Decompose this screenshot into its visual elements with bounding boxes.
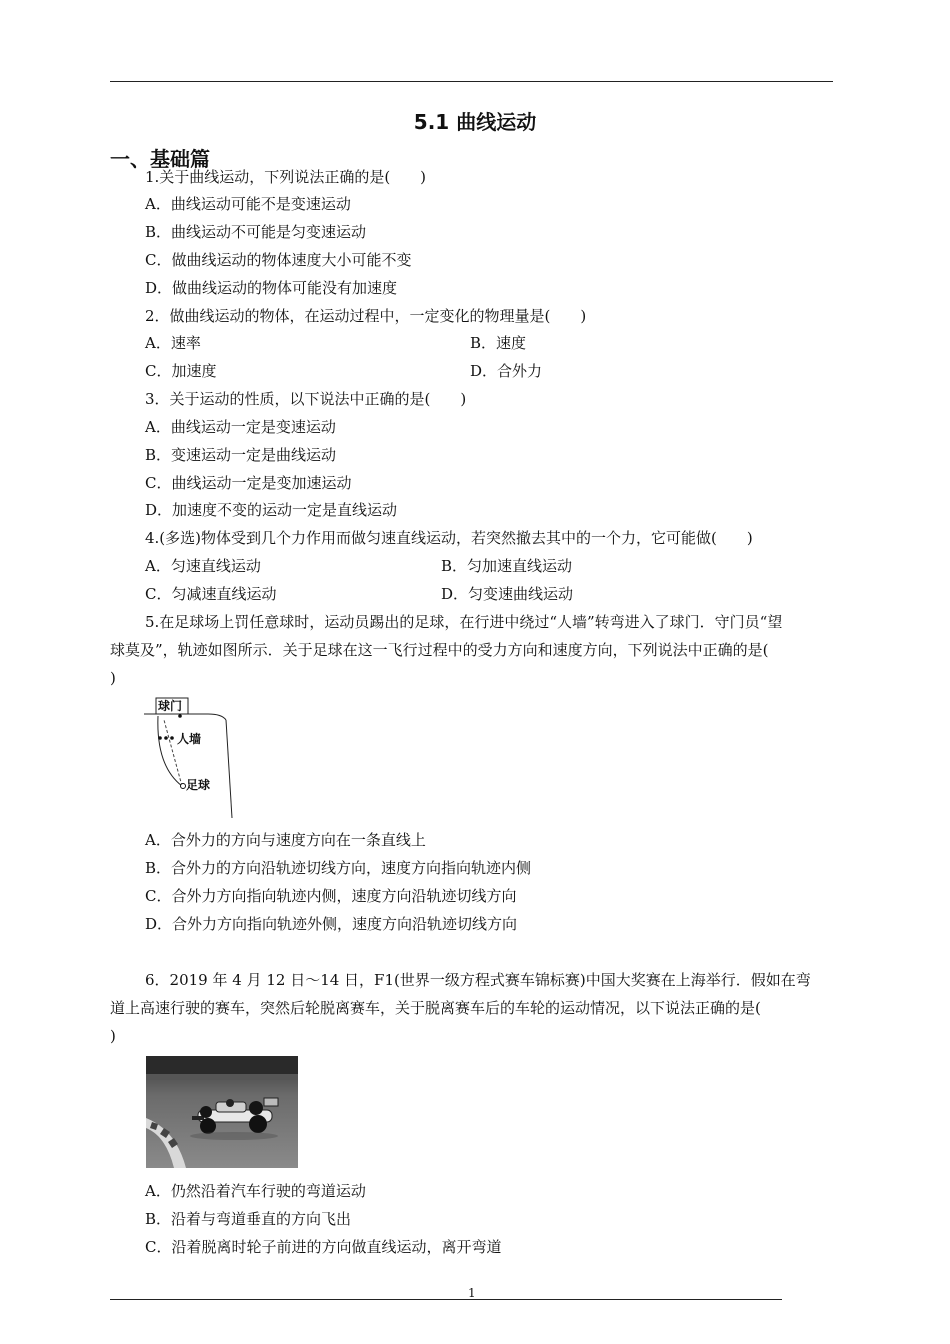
- question-2-stem: 2．做曲线运动的物体，在运动过程中，一定变化的物理量是( ): [145, 307, 587, 325]
- goal-label: 球门: [158, 699, 183, 713]
- question-3-option-a: A．曲线运动一定是变速运动: [145, 418, 336, 436]
- question-3-option-c: C．曲线运动一定是变加速运动: [145, 474, 352, 492]
- wall-player-dot: [158, 736, 162, 740]
- question-6-stem-line-2: 道上高速行驶的赛车，突然后轮脱离赛车，关于脱离赛车后的车轮的运动情况，以下说法正确的是(: [110, 999, 761, 1017]
- question-4-option-b: B．匀加速直线运动: [441, 557, 573, 575]
- question-4-option-d: D．匀变速曲线运动: [441, 585, 574, 603]
- page-number: 1: [468, 1286, 476, 1300]
- ball-label: 足球: [186, 778, 211, 792]
- question-6-stem-line-1: 6．2019 年 4 月 12 日～14 日，F1(世界一级方程式赛车锦标赛)中国大奖赛在上海举行．假如在弯: [145, 971, 811, 989]
- question-1-stem: 1.关于曲线运动，下列说法正确的是( ): [145, 168, 427, 186]
- question-3-option-b: B．变速运动一定是曲线运动: [145, 446, 337, 464]
- question-5-option-b: B．合外力的方向沿轨迹切线方向，速度方向指向轨迹内侧: [145, 859, 532, 877]
- section-heading: 一、基础篇: [110, 147, 210, 171]
- goalkeeper-dot: [178, 714, 182, 718]
- f1-race-car-photo: [146, 1056, 298, 1168]
- question-3-option-d: D．加速度不变的运动一定是直线运动: [145, 501, 398, 519]
- wall-player-dot: [164, 736, 168, 740]
- ball-trajectory: [158, 716, 182, 786]
- question-1-option-c: C．做曲线运动的物体速度大小可能不变: [145, 251, 412, 269]
- question-5-stem-line-2: 球莫及”，轨迹如图所示．关于足球在这一飞行过程中的受力方向和速度方向，下列说法中正确的是(: [110, 641, 769, 659]
- wall-label: 人墙: [177, 732, 202, 746]
- penalty-arc: [208, 714, 226, 720]
- question-6-option-b: B．沿着与弯道垂直的方向飞出: [145, 1210, 352, 1228]
- question-1-option-d: D．做曲线运动的物体可能没有加速度: [145, 279, 398, 297]
- question-4-option-c: C．匀减速直线运动: [145, 585, 277, 603]
- question-4-option-a: A．匀速直线运动: [145, 557, 261, 575]
- question-6-option-a: A．仍然沿着汽车行驶的弯道运动: [145, 1182, 366, 1200]
- question-5-stem-line-1: 5.在足球场上罚任意球时，运动员踢出的足球，在行进中绕过“人墙”转弯进入了球门．守门员“望: [145, 613, 783, 631]
- question-2-option-b: B．速度: [470, 334, 527, 352]
- question-2-option-c: C．加速度: [145, 362, 217, 380]
- question-2-option-a: A．速率: [145, 334, 201, 352]
- question-2-option-d: D．合外力: [470, 362, 543, 380]
- question-6-option-c: C．沿着脱离时轮子前进的方向做直线运动，离开弯道: [145, 1238, 502, 1256]
- question-3-stem: 3．关于运动的性质，以下说法中正确的是( ): [145, 390, 467, 408]
- wall-player-dot: [170, 736, 174, 740]
- header-rule: [110, 81, 833, 82]
- question-5-option-d: D．合外力方向指向轨迹外侧，速度方向沿轨迹切线方向: [145, 915, 518, 933]
- free-kick-diagram: [142, 694, 242, 822]
- question-5-stem-line-3: ): [110, 669, 116, 687]
- document-title: 5.1 曲线运动: [413, 110, 537, 134]
- sideline: [226, 720, 232, 818]
- straight-dashed-line: [164, 720, 182, 786]
- question-1-option-b: B．曲线运动不可能是匀变速运动: [145, 223, 367, 241]
- question-4-stem: 4.(多选)物体受到几个力作用而做匀速直线运动，若突然撤去其中的一个力，它可能做( ): [145, 529, 753, 547]
- question-1-option-a: A．曲线运动可能不是变速运动: [145, 195, 351, 213]
- question-6-stem-line-3: ): [110, 1027, 116, 1045]
- question-5-option-c: C．合外力方向指向轨迹内侧，速度方向沿轨迹切线方向: [145, 887, 517, 905]
- ball-marker: [181, 784, 186, 789]
- footer-rule: [110, 1299, 782, 1300]
- question-5-option-a: A．合外力的方向与速度方向在一条直线上: [145, 831, 426, 849]
